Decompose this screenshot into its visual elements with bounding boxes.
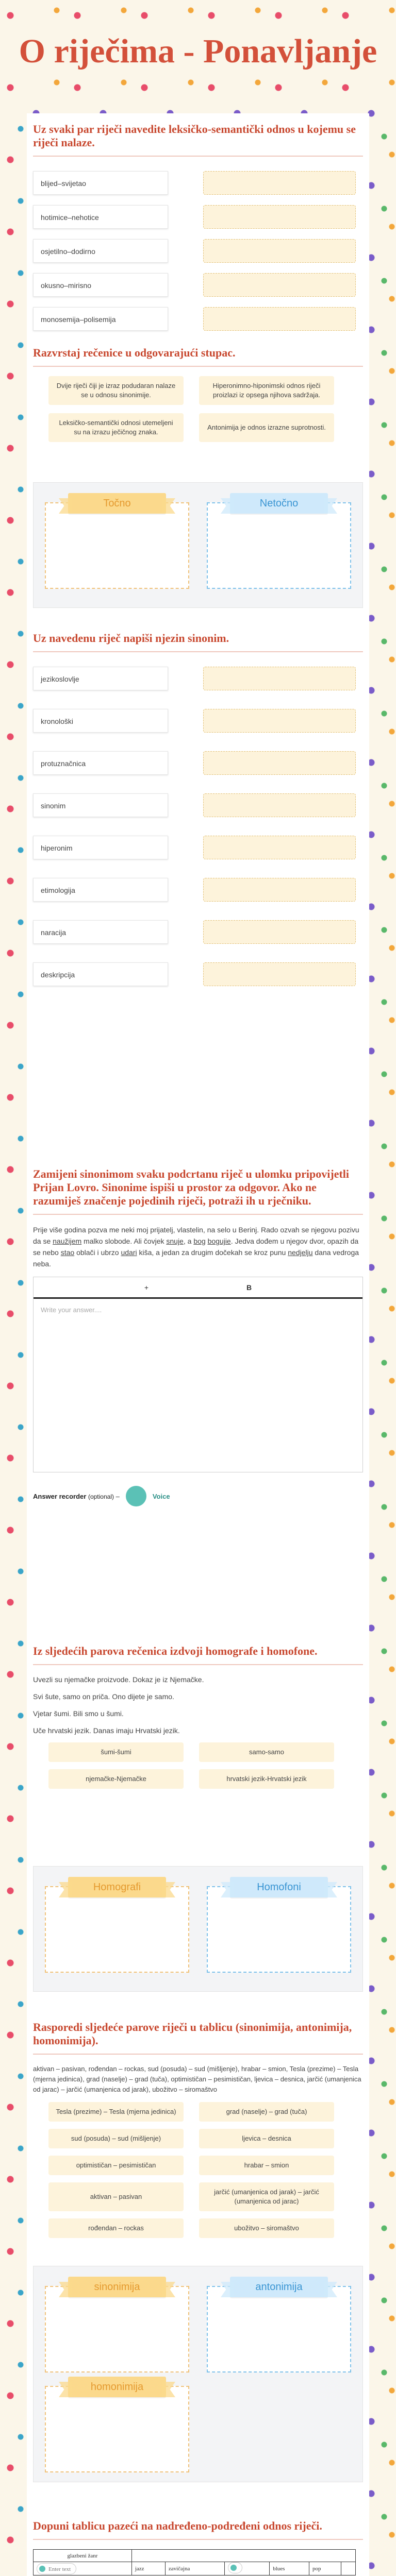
column-sinonimija-label: sinonimija [68,2277,166,2297]
word-row [33,957,363,999]
word-label: jezikoslovlje [33,667,168,690]
answer-dropzone[interactable] [203,307,356,331]
word-label: kronološki [33,709,168,733]
column-homonimija[interactable] [45,2381,189,2472]
draggable-sentence[interactable]: Antonimija je odnos izrazne suprotnosti. [199,413,334,442]
answer-dropzone[interactable] [203,878,356,902]
pair-label: okusno–mirisno [33,273,168,297]
underlined-word: bogujie [207,1237,231,1245]
recorder-dash: – [113,1492,120,1500]
word-row [33,873,363,915]
text-input[interactable] [228,2562,242,2573]
title-area [0,0,396,113]
recorder-label [33,1493,120,1500]
answer-dropzone[interactable] [203,709,356,733]
worksheet [27,113,369,2576]
word-row [33,788,363,831]
column-antonimija[interactable] [207,2281,351,2372]
question-7-title: Dopuni tablicu pazeći na nadređeno-podređeni odnos riječi. [33,2519,363,2540]
pair-row [33,302,363,336]
underlined-word: udari [121,1248,137,1257]
draggable-sentence[interactable]: Hiperonimno-hiponimski odnos riječi proizlazi iz opsega njihova sadržaja. [199,376,334,405]
word-row [33,704,363,746]
answer-dropzone[interactable] [203,793,356,817]
question-3-title: Uz navedenu riječ napiši njezin sinonim. [33,632,363,652]
draggable-pair[interactable]: sud (posuda) – sud (mišljenje) [48,2129,184,2148]
answer-recorder [33,1486,363,1506]
word-row [33,831,363,873]
sort-area-homografi-homofoni [33,1866,363,1992]
pair-label: blijed–svijetao [33,171,168,195]
input-placeholder: Enter text [48,2566,71,2572]
answer-textarea[interactable]: Write your answer.... [41,1306,102,1314]
answer-editor [33,1277,363,1472]
table-row [34,2562,356,2575]
column-tocno-label: Točno [68,493,166,514]
draggable-items [48,2102,363,2238]
hierarchy-table [33,2549,356,2575]
table-cell: blues [270,2562,309,2575]
answer-dropzone[interactable] [203,667,356,690]
sentence: Uče hrvatski jezik. Danas imaju Hrvatski jezik. [33,1726,180,1735]
pair-row [33,200,363,234]
pair-list-text: aktivan – pasivan, rođendan – rockas, sud (posuda) – sud (mišljenje), hrabar – smion, Tesla (prezime) – Tesla (mjerna jedinica), grad (naselje) – grad (tuča), optimističan – pesimističan, ljevica – desnica, jarčić (umanjenica od jarac) – jarčić (umanjenica od jarak), ubožitvo – siromaštvo [33,2065,361,2093]
draggable-pair[interactable]: jarčić (umanjenica od jarak) – jarčić (umanjenica od jarac) [199,2182,334,2211]
excerpt-text: dana vedroga neba. [33,1248,359,1268]
answer-dropzone[interactable] [203,751,356,775]
recorder-title: Answer recorder [33,1492,87,1500]
table-input-cell [34,2562,132,2575]
word-label: deskripcija [33,962,168,986]
answer-dropzone[interactable] [203,836,356,859]
input-marker-icon [230,2565,237,2571]
text-input[interactable] [37,2563,76,2574]
sentence: Uvezli su njemačke proizvode. Dokaz je iz Njemačke. [33,1675,204,1684]
column-homografi-label: Homografi [68,1877,166,1897]
column-netocno[interactable] [207,498,351,589]
draggable-pair[interactable]: grad (naselje) – grad (tuča) [199,2102,334,2122]
draggable-sentence[interactable]: Dvije riječi čiji je izraz podudaran nalaze se u odnosu sinonimije. [48,376,184,405]
question-4-title: Zamijeni sinonimom svaku podcrtanu riječ u ulomku pripovijetli Prijan Lovro. Sinonime ispiši u prostor za odgovor. Ako ne razumiješ značenje pojedinih riječi, potraži ih u rječniku. [33,1167,363,1215]
excerpt-text: Prije više godina pozva me neki moj prijatelj, vlastelin, na selo u Berinj. Rado ozvah se njegovu pozivu da se [33,1226,359,1245]
column-homofoni-label: Homofoni [230,1877,328,1897]
answer-dropzone[interactable] [203,205,356,229]
underlined-word: nedjelju [288,1248,313,1257]
answer-dropzone[interactable] [203,171,356,195]
table-row [34,2550,356,2562]
column-sinonimija[interactable] [45,2281,189,2372]
draggable-pair[interactable]: ubožitvo – siromaštvo [199,2218,334,2238]
table-cell: jazz [131,2562,165,2575]
bold-button[interactable]: B [246,1283,252,1292]
word-label: hiperonim [33,836,168,859]
excerpt-text: , a [183,1237,194,1245]
excerpt-text: . Jedva dođem u njegov dvor, opazih da se nebo [33,1237,359,1257]
table-header-cell: glazbeni žanr [34,2550,132,2562]
excerpt-text: kiša, a jedan za drugim dočekah se kroz punu [137,1248,288,1257]
draggable-pair[interactable]: samo-samo [199,1742,334,1762]
question-4 [33,1167,363,1611]
pair-row [33,166,363,200]
question-5 [33,1645,363,1861]
input-marker-icon [39,2566,45,2572]
word-label: etimologija [33,878,168,902]
insert-button[interactable]: + [144,1283,149,1292]
question-7 [33,2519,363,2576]
table-cell: pop [309,2562,341,2575]
sort-area-tocno-netocno [33,482,363,608]
sentence: Svi šute, samo on priča. Ono dijete je samo. [33,1692,174,1701]
draggable-pair[interactable]: šumi-šumi [48,1742,184,1762]
draggable-pair[interactable]: njemačke-Njemačke [48,1769,184,1789]
excerpt-text: malko slobode. Ali čovjek [81,1237,167,1245]
question-6-title: Rasporedi sljedeće parove riječi u tablicu (sinonimija, antonimija, homonimija). [33,2021,363,2055]
underlined-word: naužijem [53,1237,82,1245]
pair-row [33,234,363,268]
draggable-pair[interactable]: ljevica – desnica [199,2129,334,2148]
question-3 [33,632,363,992]
underlined-word: bog [193,1237,206,1245]
draggable-sentence[interactable]: Leksičko-semantički odnosi utemeljeni su na izrazu ječičnog znaka. [48,413,184,442]
pair-row [33,268,363,302]
sort-area-nymy [33,2266,363,2482]
table-input-cell [225,2562,270,2575]
question-1-title: Uz svaki par riječi navedite leksičko-semantički odnos u kojemu se riječi nalaze. [33,123,363,157]
column-homonimija-label: homonimija [68,2377,166,2397]
column-netocno-label: Netočno [230,493,328,514]
voice-button[interactable]: Voice [152,1492,170,1500]
table-blank-cell [341,2562,356,2575]
column-homografi[interactable] [45,1882,189,1973]
draggable-pair[interactable]: hrabar – smion [199,2156,334,2175]
column-tocno[interactable] [45,498,189,589]
word-label: sinonim [33,793,168,817]
word-label: naracija [33,920,168,944]
column-homofoni[interactable] [207,1882,351,1973]
question-5-title: Iz sljedećih parova rečenica izdvoji homografe i homofone. [33,1645,363,1665]
sentence-list [33,1674,363,1736]
pair-label: osjetilno–dodirno [33,239,168,263]
draggable-pair[interactable]: hrvatski jezik-Hrvatski jezik [199,1769,334,1789]
answer-dropzone[interactable] [203,239,356,263]
answer-dropzone[interactable] [203,962,356,986]
sentence: Vjetar šumi. Bili smo u šumi. [33,1709,124,1718]
draggable-pair[interactable]: optimističan – pesimističan [48,2156,184,2175]
question-2-title: Razvrstaj rečenice u odgovarajući stupac. [33,346,363,367]
word-row [33,915,363,957]
draggable-items [48,1742,363,1789]
editor-toolbar [34,1277,362,1299]
draggable-pair[interactable]: Tesla (prezime) – Tesla (mjerna jedinica) [48,2102,184,2122]
column-antonimija-label: antonimija [230,2277,328,2297]
excerpt-text: oblači i ubrzo [74,1248,121,1257]
question-1 [33,123,363,324]
underlined-word: stao [60,1248,75,1257]
page-title: O riječima - Ponavljanje [7,32,390,71]
microphone-icon[interactable] [126,1486,146,1506]
question-2 [33,346,363,475]
recorder-optional: (optional) [88,1493,114,1500]
table-blank-cell [131,2550,355,2562]
word-row [33,746,363,788]
story-excerpt [33,1224,363,1269]
pair-label: hotimice–nehotice [33,205,168,229]
word-label: protuznačnica [33,751,168,775]
table-cell: zavičajna [165,2562,225,2575]
draggable-pair[interactable]: aktivan – pasivan [48,2182,184,2211]
answer-dropzone[interactable] [203,920,356,944]
answer-dropzone[interactable] [203,273,356,297]
pair-label: monosemija–polisemija [33,307,168,331]
underlined-word: snuje [166,1237,184,1245]
draggable-pair[interactable]: rođendan – rockas [48,2218,184,2238]
word-row [33,662,363,704]
draggable-items [48,376,363,442]
question-6 [33,2021,363,2258]
